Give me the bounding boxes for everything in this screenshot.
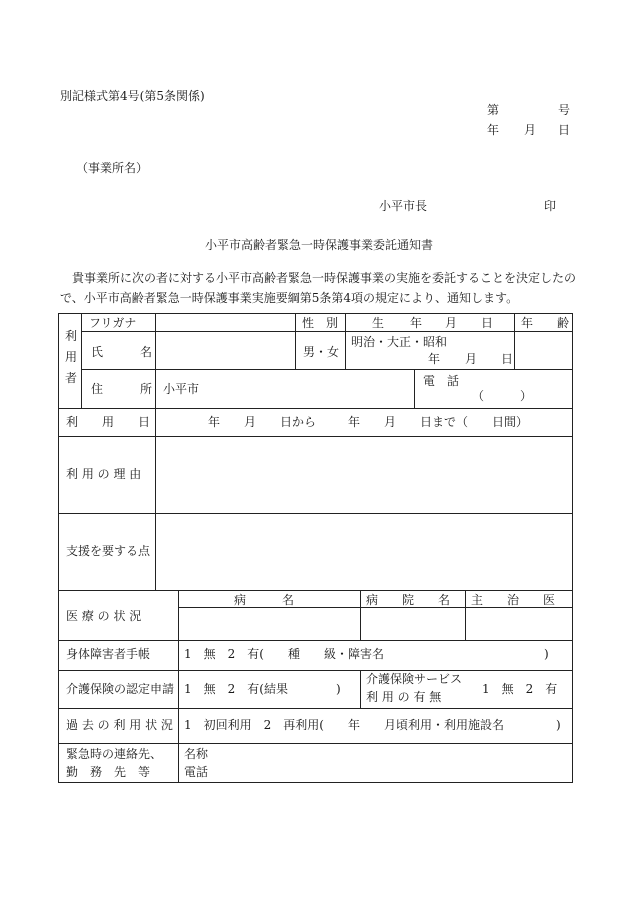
birth-fill-day: 日: [501, 352, 514, 366]
date-month: 月: [524, 123, 537, 137]
birth-label-month: 月: [445, 316, 458, 330]
col-rule: [155, 313, 156, 436]
birth-fill-year: 年: [428, 352, 441, 366]
name-label-mei: 名: [140, 345, 153, 359]
contact-phone-label: 電話: [184, 765, 209, 779]
history-close: ): [556, 718, 561, 732]
history-value: 1 初回利用 2 再利用( 年 月頃利用・利用施設名: [184, 718, 504, 732]
col-rule: [345, 313, 346, 369]
number-suffix: 号: [558, 103, 571, 117]
use-date-label: 利 用 日: [66, 415, 151, 429]
date-year: 年: [487, 123, 500, 137]
disease-name-header: 病 名: [234, 593, 295, 607]
name-label-shi: 氏: [91, 345, 104, 359]
birth-label-sei: 生: [372, 316, 385, 330]
phone-label: 電 話: [423, 374, 460, 388]
contact-name-label: 名称: [184, 747, 209, 761]
col-rule: [514, 313, 515, 369]
care-service-label-1: 介護保険サービス: [366, 672, 463, 686]
row-rule: [58, 436, 573, 437]
address-label-ju: 住: [91, 382, 104, 396]
gender-label: 性 別: [302, 316, 339, 330]
disability-close: ): [544, 647, 549, 661]
addressee: （事業所名）: [76, 161, 149, 175]
row-rule: [58, 743, 573, 744]
care-service-value: 1 無 2 有: [482, 682, 558, 696]
row-rule: [58, 590, 573, 591]
care-value: 1 無 2 有(結果 ): [184, 682, 341, 696]
body-line-1: 貴事業所に次の者に対する小平市高齢者緊急一時保護事業の実施を委託することを決定したの: [72, 271, 577, 285]
address-label-sho: 所: [140, 382, 153, 396]
age-label: 年 齢: [521, 316, 570, 330]
history-label: 過 去 の 利 用 状 況: [66, 718, 173, 732]
hospital-name-header: 病 院 名: [366, 593, 451, 607]
col-rule: [414, 369, 415, 408]
row-rule: [58, 708, 573, 709]
row-rule: [178, 607, 573, 608]
emergency-label-1: 緊急時の連絡先、: [66, 747, 163, 761]
col-rule: [465, 590, 466, 640]
row-rule: [58, 670, 573, 671]
document-title: 小平市高齢者緊急一時保護事業委託通知書: [205, 238, 434, 252]
furigana-label: フリガナ: [89, 316, 137, 330]
care-label: 介護保険の認定申請: [66, 682, 175, 696]
col-rule: [360, 670, 361, 708]
user-group-label: 利 用 者: [65, 329, 78, 385]
col-rule: [155, 436, 156, 590]
address-value: 小平市: [163, 382, 200, 396]
row-rule: [58, 513, 573, 514]
disability-value: 1 無 2 有( 種 級・障害名: [184, 647, 384, 661]
birth-fill-month: 月: [465, 352, 478, 366]
use-date-from: 年 月 日から: [208, 415, 317, 429]
number-prefix: 第: [487, 103, 500, 117]
col-rule: [360, 590, 361, 640]
support-label: 支援を要する点: [66, 544, 151, 558]
birth-label-day: 日: [481, 316, 494, 330]
col-rule: [295, 313, 296, 369]
emergency-label-2: 勤 務 先 等: [66, 765, 151, 779]
col-rule: [178, 590, 179, 783]
form-number: 別記様式第4号(第5条関係): [60, 89, 205, 103]
issuer: 小平市長: [379, 199, 428, 213]
date-day: 日: [558, 123, 571, 137]
doctor-header: 主 治 医: [471, 593, 556, 607]
use-date-to: 年 月 日まで（ 日間）: [348, 415, 529, 429]
era-options: 明治・大正・昭和: [351, 335, 448, 349]
row-rule: [58, 640, 573, 641]
medical-label: 医 療 の 状 況: [66, 609, 142, 623]
reason-label: 利 用 の 理 由: [66, 467, 142, 481]
birth-label-year: 年: [410, 316, 423, 330]
body-line-2: で、小平市高齢者緊急一時保護事業実施要綱第5条第4項の規定により、通知します。: [60, 291, 519, 305]
gender-options: 男・女: [303, 345, 340, 359]
disability-label: 身体障害者手帳: [66, 647, 151, 661]
seal-mark: 印: [544, 199, 557, 213]
care-service-label-2: 利 用 の 有 無: [366, 690, 442, 704]
col-rule: [81, 313, 82, 408]
phone-parentheses: （ ）: [472, 389, 533, 403]
row-rule: [58, 408, 573, 409]
